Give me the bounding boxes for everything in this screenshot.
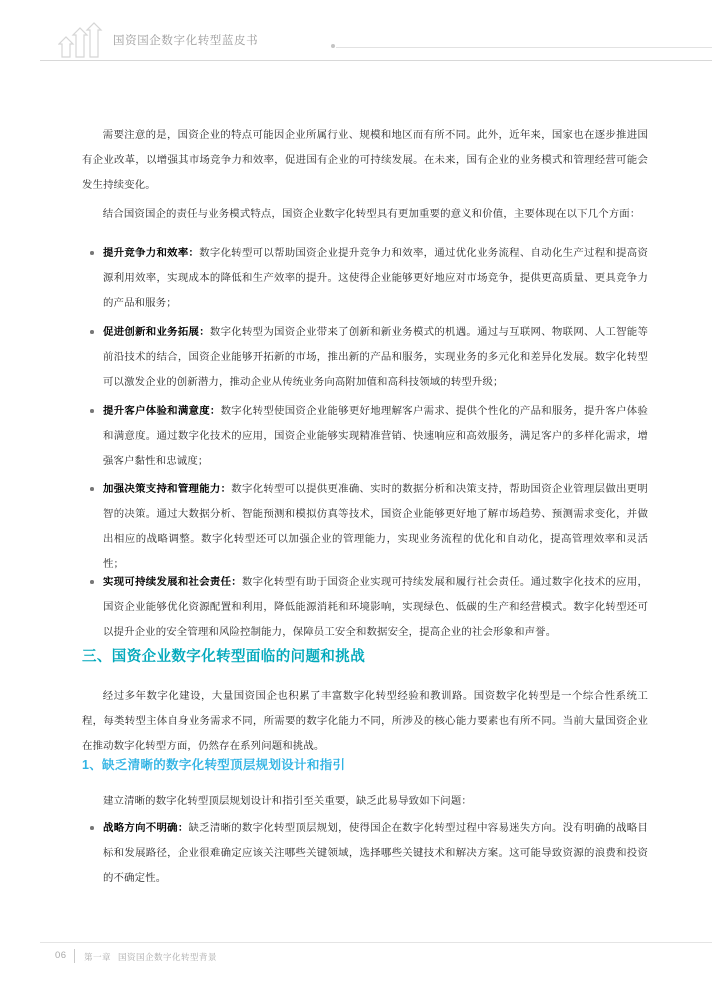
bullet-dot-icon	[90, 251, 94, 255]
bullet-item-1	[82, 241, 648, 316]
bullet-item-2	[82, 320, 648, 395]
paragraph-1: 需要注意的是，国资企业的特点可能因企业所属行业、规模和地区而有所不同。此外，近年来，国家也在逐步推进国有企业改革，以增强其市场竞争力和效率，促进国有企业的可持续发展。在未来，国有企业的业务模式和管理经营可能会发生持续变化。	[82, 130, 648, 191]
header-title: 国资国企数字化转型蓝皮书	[113, 35, 259, 47]
bullet-text: 缺乏清晰的数字化转型顶层规划，使得国企在数字化转型过程中容易迷失方向。没有明确的战略目标和发展路径，企业很难确定应该关注哪些关键领域，选择哪些关键技术和解决方案。这可能导致资源的浪费和投资的不确定性。	[103, 823, 648, 884]
bullet-text: 数字化转型为国资企业带来了创新和新业务模式的机遇。通过与互联网、物联网、人工智能等前沿技术的结合，国资企业能够开拓新的市场，推出新的产品和服务，实现业务的多元化和差异化发展。数字化转型可以激发企业的创新潜力，推动企业从传统业务向高附加值和高科技领域的转型升级；	[103, 327, 648, 388]
bullet-item-4	[82, 477, 648, 577]
bullet-item-3	[82, 399, 648, 474]
header-decoration-dot	[331, 44, 335, 48]
bullet-term: 实现可持续发展和社会责任：	[103, 577, 242, 588]
header-decoration-line	[336, 47, 712, 48]
chapter-title: 国资国企数字化转型背景	[117, 952, 217, 962]
bullet-text: 数字化转型使国资企业能够更好地理解客户需求、提供个性化的产品和服务，提升客户体验和满意度。通过数字化技术的应用，国资企业能够实现精准营销、快速响应和高效服务，满足客户的多样化需求，增强客户黏性和忠诚度；	[103, 406, 649, 467]
three-ascending-arrows-logo-icon	[58, 22, 106, 58]
footer-separator	[74, 949, 75, 963]
paragraph-2: 结合国资国企的责任与业务模式特点，国资企业数字化转型具有更加重要的意义和价值，主要体现在以下几个方面：	[102, 209, 641, 220]
footer-divider-line	[40, 942, 712, 943]
bullet-term: 提升竞争力和效率：	[103, 248, 200, 259]
page-number: 06	[55, 950, 67, 961]
section-heading-major: 三、国资企业数字化转型面临的问题和挑战	[82, 649, 366, 665]
bullet-dot-icon	[90, 580, 94, 584]
chapter-number: 第一章	[84, 952, 111, 962]
bullet-text: 数字化转型可以帮助国资企业提升竞争力和效率，通过优化业务流程、自动化生产过程和提高资源利用效率，实现成本的降低和生产效率的提升。这使得企业能够更好地应对市场竞争，提供更高质量、更具竞争力的产品和服务；	[103, 248, 648, 309]
bullet-term: 提升客户体验和满意度：	[103, 406, 221, 417]
bullet-item-6	[82, 816, 648, 891]
paragraph-3: 经过多年数字化建设，大量国资国企也积累了丰富数字化转型经验和教训路。国资数字化转型是一个综合性系统工程，每类转型主体自身业务需求不同，所需要的数字化能力不同，所涉及的核心能力要素也有所不同。当前大量国资企业在推动数字化转型方面，仍然存在系列问题和挑战。	[82, 691, 648, 752]
header-divider	[40, 60, 712, 61]
page-header	[0, 0, 718, 66]
bullet-text: 数字化转型可以提供更准确、实时的数据分析和决策支持，帮助国资企业管理层做出更明智的决策。通过大数据分析、智能预测和模拟仿真等技术，国资企业能够更好地了解市场趋势、预测需求变化，并做出相应的战略调整。数字化转型还可以加强企业的管理能力，实现业务流程的优化和自动化，提高管理效率和灵活性；	[103, 484, 648, 570]
footer-chapter-label	[84, 951, 217, 963]
bullet-term: 战略方向不明确：	[103, 823, 189, 834]
bullet-term: 加强决策支持和管理能力：	[103, 484, 232, 495]
paragraph-4: 建立清晰的数字化转型顶层规划设计和指引至关重要，缺乏此易导致如下问题：	[103, 796, 472, 807]
page-footer	[0, 932, 718, 982]
bullet-dot-icon	[90, 330, 94, 334]
bullet-item-5	[82, 570, 648, 645]
section-heading-minor: 1、缺乏清晰的数字化转型顶层规划设计和指引	[82, 758, 346, 772]
bullet-dot-icon	[90, 487, 94, 491]
bullet-term: 促进创新和业务拓展：	[103, 327, 210, 338]
bullet-dot-icon	[90, 826, 94, 830]
bullet-dot-icon	[90, 409, 94, 413]
bullet-text: 数字化转型有助于国资企业实现可持续发展和履行社会责任。通过数字化技术的应用，国资企业能够优化资源配置和利用，降低能源消耗和环境影响，实现绿色、低碳的生产和经营模式。数字化转型还可以提升企业的安全管理和风险控制能力，保障员工安全和数据安全，提高企业的社会形象和声誉。	[103, 577, 649, 638]
